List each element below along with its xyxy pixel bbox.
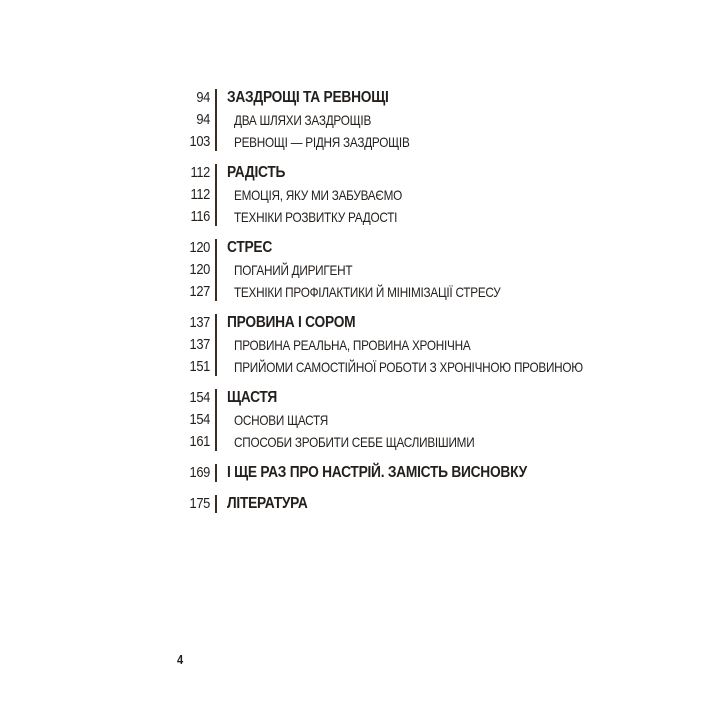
- toc-section: [0, 162, 720, 228]
- section-divider-rule: [215, 239, 217, 301]
- toc-subsection-title: ПРИЙОМИ САМОСТІЙНОЇ РОБОТИ З ХРОНІЧНОЮ ПРОВИНОЮ: [234, 359, 583, 375]
- toc-page-number: 94: [196, 111, 210, 128]
- toc-chapter-title: ЩАСТЯ: [227, 389, 278, 406]
- table-of-contents: [0, 87, 720, 524]
- toc-chapter-row[interactable]: [0, 87, 720, 109]
- toc-subsection-row[interactable]: [0, 184, 720, 206]
- toc-section: [0, 493, 720, 515]
- toc-section: [0, 312, 720, 378]
- toc-subsection-title: ПРОВИНА РЕАЛЬНА, ПРОВИНА ХРОНІЧНА: [234, 337, 471, 353]
- section-divider-rule: [215, 164, 217, 226]
- toc-chapter-title: СТРЕС: [227, 239, 273, 256]
- toc-subsection-row[interactable]: [0, 206, 720, 228]
- toc-section: [0, 387, 720, 453]
- toc-page-number: 103: [189, 133, 210, 150]
- toc-page-number: 151: [189, 358, 210, 375]
- toc-page-number: 120: [189, 239, 210, 256]
- toc-subsection-title: ТЕХНІКИ РОЗВИТКУ РАДОСТІ: [234, 209, 398, 225]
- toc-subsection-row[interactable]: [0, 356, 720, 378]
- toc-chapter-title: ЗАЗДРОЩІ ТА РЕВНОЩІ: [227, 89, 389, 106]
- toc-chapter-title: І ЩЕ РАЗ ПРО НАСТРІЙ. ЗАМІСТЬ ВИСНОВКУ: [227, 464, 527, 481]
- toc-subsection-row[interactable]: [0, 259, 720, 281]
- toc-subsection-row[interactable]: [0, 109, 720, 131]
- toc-subsection-title: ТЕХНІКИ ПРОФІЛАКТИКИ Й МІНІМІЗАЦІЇ СТРЕСУ: [234, 284, 501, 300]
- toc-page-number: 137: [189, 314, 210, 331]
- toc-page-number: 94: [196, 89, 210, 106]
- section-divider-rule: [215, 89, 217, 151]
- toc-chapter-row[interactable]: [0, 312, 720, 334]
- section-divider-rule: [215, 314, 217, 376]
- toc-subsection-title: СПОСОБИ ЗРОБИТИ СЕБЕ ЩАСЛИВІШИМИ: [234, 434, 475, 450]
- toc-subsection-row[interactable]: [0, 409, 720, 431]
- toc-chapter-title: ПРОВИНА І СОРОМ: [227, 314, 356, 331]
- toc-subsection-row[interactable]: [0, 334, 720, 356]
- toc-page-number: 169: [189, 464, 210, 481]
- toc-section: [0, 87, 720, 153]
- page-number: 4: [177, 652, 184, 667]
- toc-subsection-title: ДВА ШЛЯХИ ЗАЗДРОЩІВ: [234, 112, 372, 128]
- toc-page-number: 154: [189, 389, 210, 406]
- section-divider-rule: [215, 389, 217, 451]
- toc-chapter-row[interactable]: [0, 493, 720, 515]
- toc-subsection-title: ЕМОЦІЯ, ЯКУ МИ ЗАБУВАЄМО: [234, 187, 403, 203]
- toc-subsection-title: ОСНОВИ ЩАСТЯ: [234, 412, 328, 428]
- toc-subsection-row[interactable]: [0, 131, 720, 153]
- toc-chapter-row[interactable]: [0, 237, 720, 259]
- toc-subsection-title: ПОГАНИЙ ДИРИГЕНТ: [234, 262, 353, 278]
- toc-subsection-title: РЕВНОЩІ — РІДНЯ ЗАЗДРОЩІВ: [234, 134, 410, 150]
- toc-page-number: 116: [190, 208, 210, 225]
- toc-subsection-row[interactable]: [0, 431, 720, 453]
- toc-page-number: 154: [189, 411, 210, 428]
- toc-page-number: 120: [189, 261, 210, 278]
- toc-chapter-row[interactable]: [0, 462, 720, 484]
- toc-page-number: 112: [190, 164, 210, 181]
- toc-chapter-title: РАДІСТЬ: [227, 164, 286, 181]
- toc-chapter-row[interactable]: [0, 162, 720, 184]
- toc-page-number: 175: [189, 495, 210, 512]
- toc-subsection-row[interactable]: [0, 281, 720, 303]
- toc-page-number: 127: [189, 283, 210, 300]
- toc-page-number: 137: [189, 336, 210, 353]
- toc-section: [0, 237, 720, 303]
- toc-chapter-row[interactable]: [0, 387, 720, 409]
- section-divider-rule: [215, 464, 217, 482]
- toc-section: [0, 462, 720, 484]
- toc-page-number: 112: [190, 186, 210, 203]
- toc-page-number: 161: [189, 433, 210, 450]
- toc-chapter-title: ЛІТЕРАТУРА: [227, 495, 308, 512]
- section-divider-rule: [215, 495, 217, 513]
